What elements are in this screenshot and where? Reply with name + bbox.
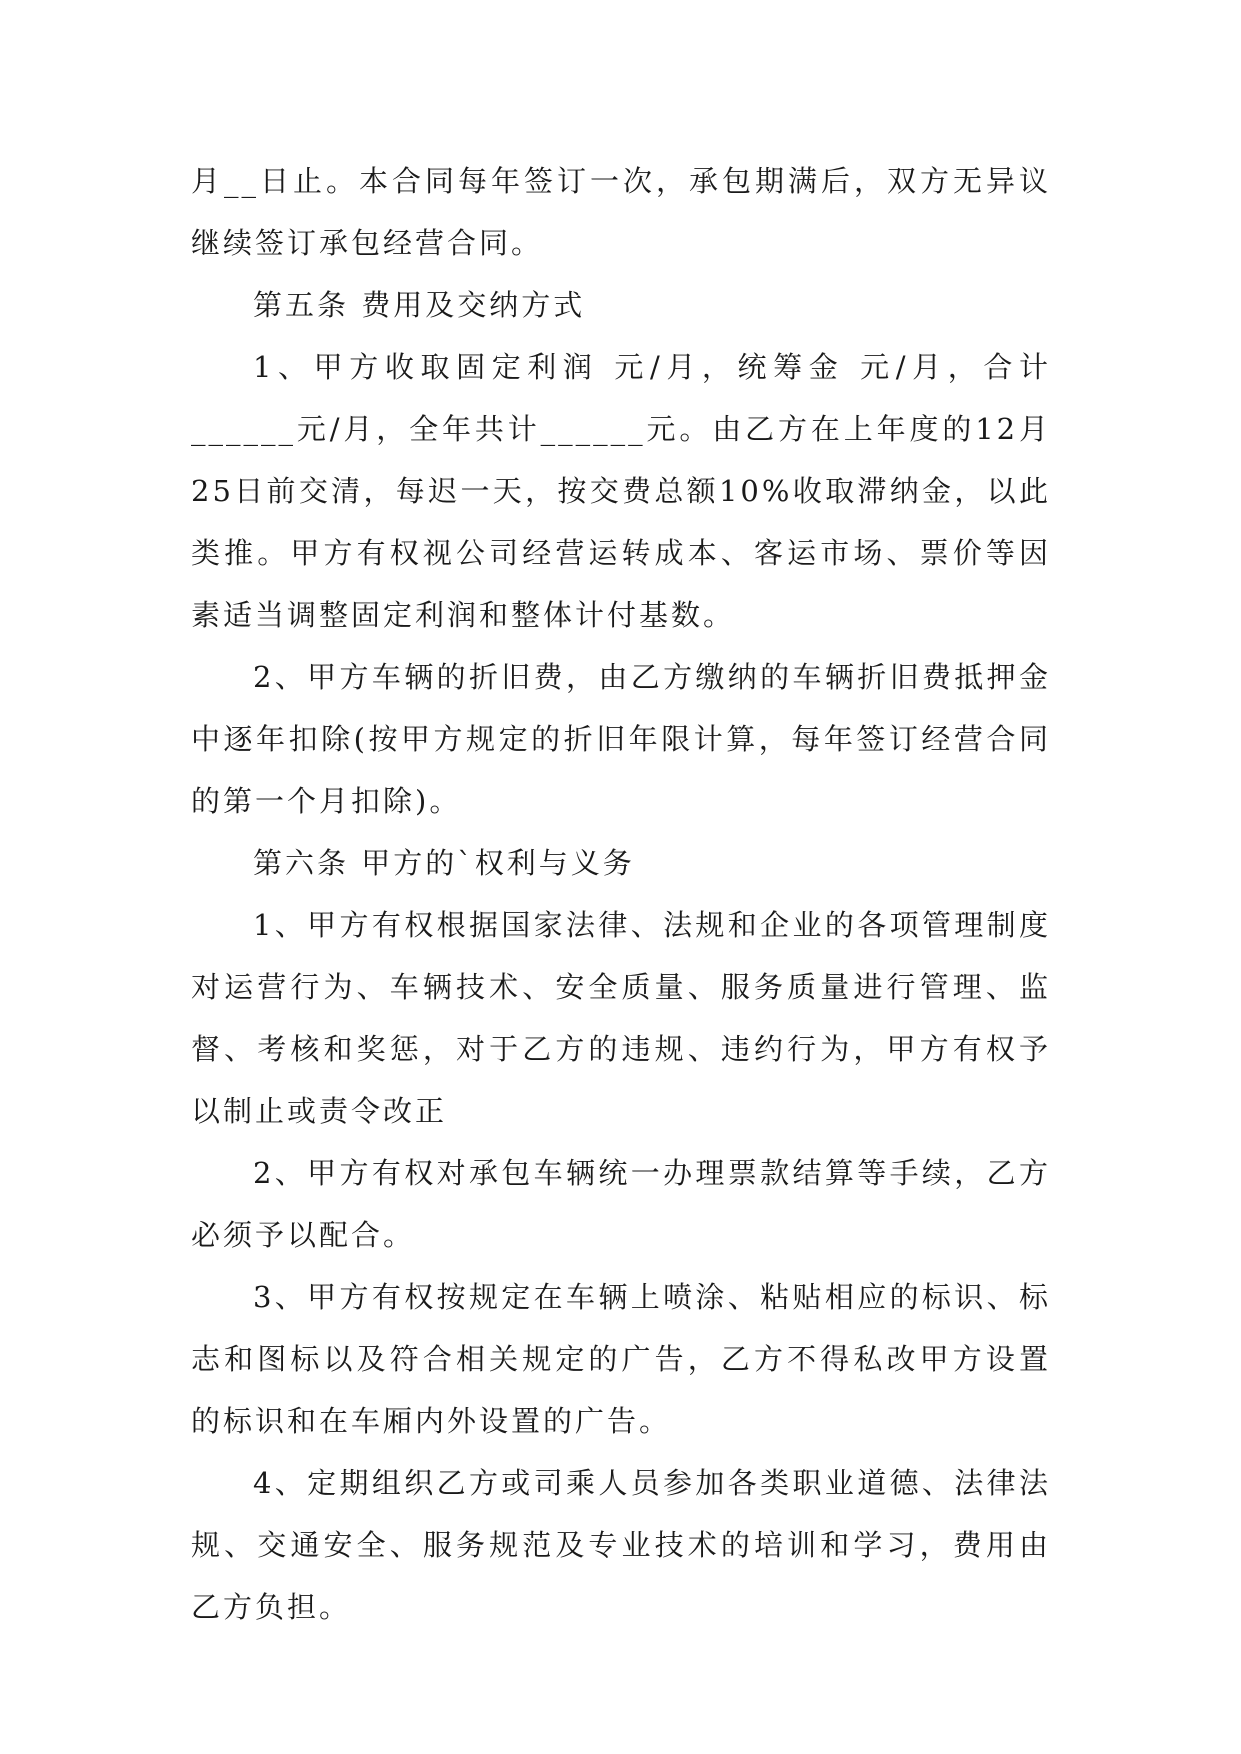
paragraph-rights-clause-1: 1、甲方有权根据国家法律、法规和企业的各项管理制度对运营行为、车辆技术、安全质量、服务质量进行管理、监督、考核和奖惩，对于乙方的违规、违约行为，甲方有权予以制止或责令改正 — [191, 908, 1051, 1128]
document-body — [191, 150, 1051, 1638]
paragraph-rights-clause-4: 4、定期组织乙方或司乘人员参加各类职业道德、法律法规、交通安全、服务规范及专业技术的培训和学习，费用由乙方负担。 — [191, 1466, 1051, 1624]
paragraph-rights-clause-3: 3、甲方有权按规定在车辆上喷涂、粘贴相应的标识、标志和图标以及符合相关规定的广告，乙方不得私改甲方设置的标识和在车厢内外设置的广告。 — [191, 1280, 1051, 1438]
paragraph-fees-clause-2: 2、甲方车辆的折旧费，由乙方缴纳的车辆折旧费抵押金中逐年扣除(按甲方规定的折旧年限计算，每年签订经营合同的第一个月扣除)。 — [191, 660, 1051, 818]
paragraph-rights-clause-2: 2、甲方有权对承包车辆统一办理票款结算等手续，乙方必须予以配合。 — [191, 1156, 1051, 1252]
heading-article-five: 第五条 费用及交纳方式 — [253, 288, 586, 322]
heading-article-six: 第六条 甲方的`权利与义务 — [253, 846, 635, 880]
paragraph-contract-term: 月__日止。本合同每年签订一次，承包期满后，双方无异议继续签订承包经营合同。 — [191, 164, 1051, 260]
paragraph-fees-clause-1: 1、甲方收取固定利润 元/月，统筹金 元/月，合计______元/月，全年共计______元。由乙方在上年度的12月25日前交清，每迟一天，按交费总额10%收取滞纳金，以此类推。甲方有权视公司经营运转成本、客运市场、票价等因素适当调整固定利润和整体计付基数。 — [191, 350, 1051, 632]
